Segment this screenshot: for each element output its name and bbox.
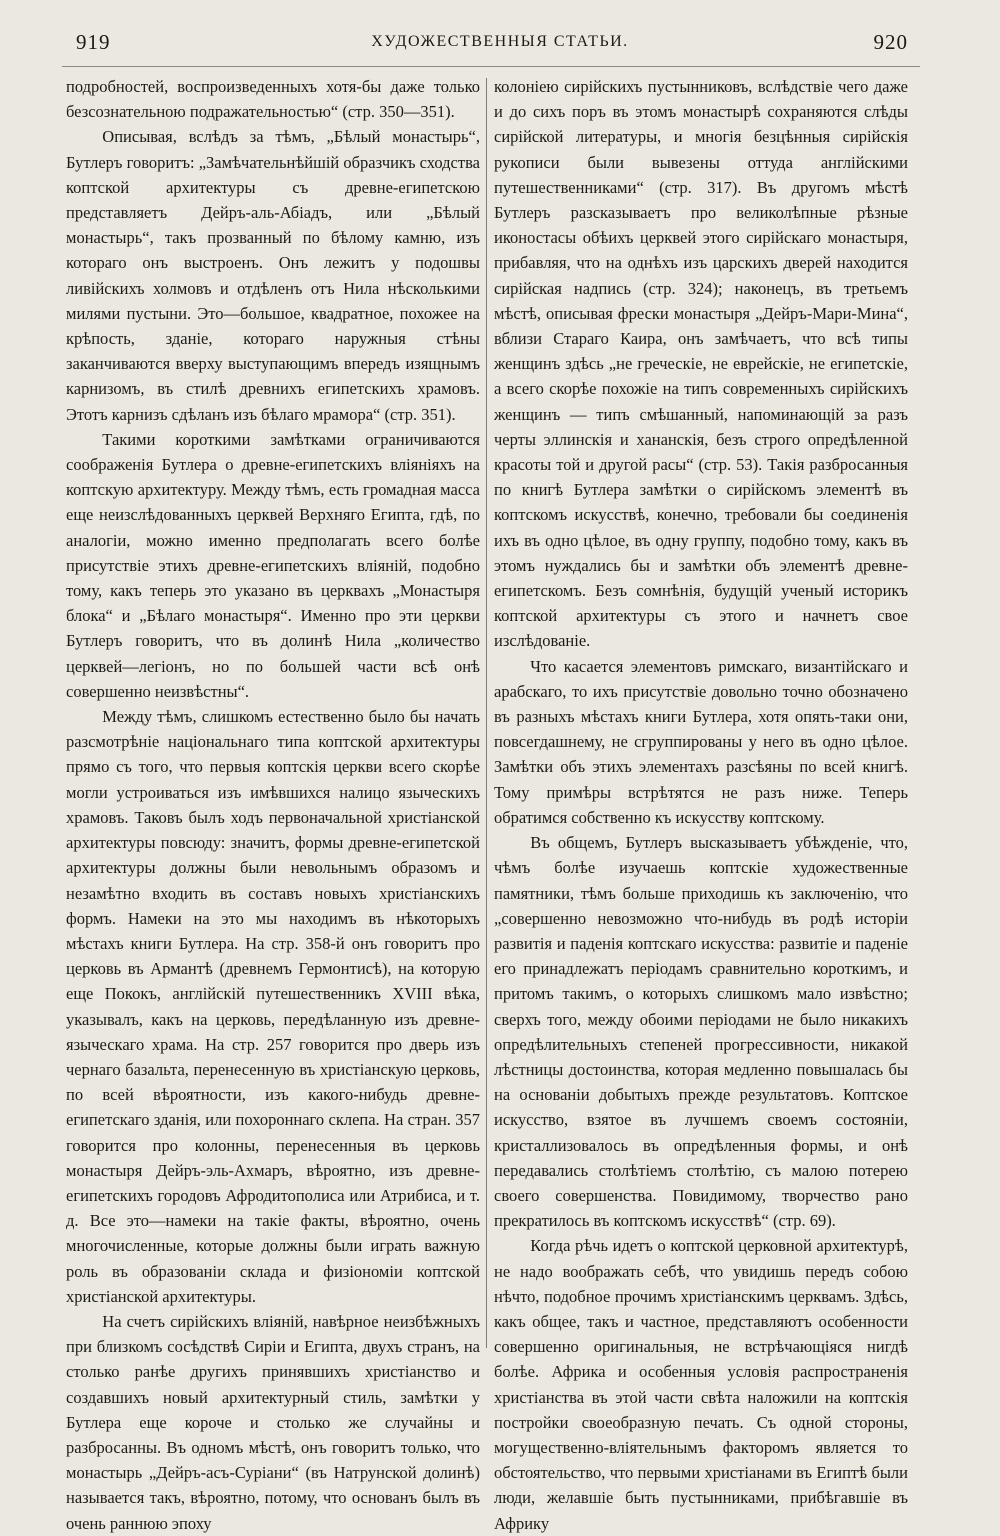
paragraph: Такими короткими замѣтками ограничиваются соображенія Бутлера о древне-египетскихъ вліяніяхъ на коптскую архитектуру. Между тѣмъ, есть громадная масса еще неизслѣдованныхъ церквей Верхняго Египта, гдѣ, по аналогіи, можно именно предполагать всего болѣе присутствіе этихъ древне-египетскихъ вліяній, подобно тому, какъ теперь это указано въ церквахъ „Монастыря блока“ и „Бѣлаго монастыря“. Именно про эти церкви Бутлеръ говоритъ, что въ долинѣ Нила „количество церквей—легіонъ, но по большей части всѣ онѣ совершенно неизвѣстны“.	[66, 429, 480, 701]
paragraph: Описывая, вслѣдъ за тѣмъ, „Бѣлый монастырь“, Бутлеръ говоритъ: „Замѣчательнѣйшій образчикъ сходства коптской архитектуры съ древне-египетскою представляетъ Дейръ-аль-Абіадъ, или „Бѣлый монастырь“, такъ прозванный по бѣлому камню, изъ котораго онъ выстроенъ. Онъ лежитъ у подошвы ливійскихъ холмовъ и отдѣленъ отъ Нила нѣсколькими милями пустыни. Это—большое, квадратное, похожее на крѣпость, зданіе, котораго наружныя стѣны заканчиваются вверху выступающимъ впередъ изящнымъ карнизомъ, въ стилѣ древнихъ египетскихъ храмовъ. Этотъ карнизъ сдѣланъ изъ бѣлаго мрамора“ (стр. 351).	[66, 127, 480, 424]
paragraph: Что касается элементовъ римскаго, византійскаго и арабскаго, то ихъ присутствіе довольно точно обозначено въ разныхъ мѣстахъ книги Бутлера, хотя опять-таки они, повсегдашнему, не сгруппированы у него въ одно цѣлое. Замѣтки объ этихъ элементахъ разсѣяны по всей книгѣ. Тому примѣры встрѣтятся не разъ ниже. Теперь обратимся собственно къ искусству коптскому.	[494, 656, 908, 827]
paragraph: Въ общемъ, Бутлеръ высказываетъ убѣжденіе, что, чѣмъ болѣе изучаешь коптскіе художественные памятники, тѣмъ больше приходишь къ заключенію, что „совершенно невозможно что-нибудь въ родѣ исторіи развитія и паденія коптскаго искусства: развитіе и паденіе его принадлежатъ періодамъ сравнительно короткимъ, и притомъ такимъ, о которыхъ слишкомъ мало извѣстно; сверхъ того, между обоими періодами не было никакихъ опредѣлительныхъ степеней прогрессивности, никакой лѣстницы достоинства, которая медленно повышалась бы на основаніи добытыхъ прежде результатовъ. Коптское искусство, взятое въ лучшемъ своемъ состояніи, кристаллизовалось въ опредѣленныя формы, и онѣ передавались столѣтіемъ столѣтію, съ малою потерею своего совершенства. Повидимому, творчество рано прекратилось въ коптскомъ искусствѣ“ (стр. 69).	[494, 833, 908, 1231]
paragraph: На счетъ сирійскихъ вліяній, навѣрное неизбѣжныхъ при близкомъ сосѣдствѣ Сиріи и Египта, двухъ странъ, на столько ранѣе другихъ принявшихъ христіанство и создавшихъ новый архитектурный стиль, замѣтки у Бутлера еще короче и столько же случайны и разбросанны. Въ одномъ мѣстѣ, онъ говоритъ только, что монастырь „Дейръ-асъ-Суріани“ (въ Натрунской долинѣ) называется такъ, вѣроятно, потому, что основанъ былъ въ очень раннюю эпоху	[66, 1311, 480, 1533]
paragraph: Между тѣмъ, слишкомъ естественно было бы начать разсмотрѣніе національнаго типа коптской архитектуры прямо съ того, что первыя коптскія церкви всего скорѣе могли устроиваться изъ имѣвшихся налицо языческихъ храмовъ. Таковъ былъ ходъ первоначальной христіанской архитектуры повсюду: значитъ, формы древне-египетской архитектуры должны были невольнымъ образомъ и незамѣтно входить въ составъ новыхъ христіанскихъ формъ. Намеки на это мы находимъ въ нѣкоторыхъ мѣстахъ книги Бутлера. На стр. 358-й онъ говоритъ про церковь въ Армантѣ (древнемъ Гермонтисѣ), на которую еще Пококъ, англійскій путешественникъ XVIII вѣка, указывалъ, какъ на церковь, передѣланную изъ древне-языческаго храма. На стр. 257 говорится про дверь изъ чернаго базальта, перенесенную въ христіанскую церковь, по всей вѣроятности, изъ какого-нибудь древне-египетскаго зданія, или похороннаго склепа. На стран. 357 говорится про колонны, перенесенныя въ церковь монастыря Дейръ-эль-Ахмаръ, вѣроятно, изъ древне-египетскихъ городовъ Афродитополиса или Атрибиса, и т. д. Все это—намеки на такіе факты, вѣроятно, очень многочисленные, которые должны были играть важную роль въ образованіи склада и физіономіи коптской христіанской архитектуры.	[66, 707, 480, 1306]
running-title: ХУДОЖЕСТВЕННЫЯ СТАТЬИ.	[371, 33, 629, 50]
paragraph: колоніею сирійскихъ пустынниковъ, вслѣдствіе чего даже и до сихъ поръ въ этомъ монастырѣ сохраняются слѣды сирійской литературы, и многія безцѣнныя сирійскія рукописи были вывезены оттуда англійскими путешественниками“ (стр. 317). Въ другомъ мѣстѣ Бутлеръ разсказываетъ про великолѣпные рѣзные иконостасы обѣихъ церквей этого сирійскаго монастыря, прибавляя, что на однѣхъ изъ царскихъ дверей находится сирійская надпись (стр. 324); наконецъ, въ третьемъ мѣстѣ, описывая фрески монастыря „Дейръ-Мари-Мина“, вблизи Стараго Каира, онъ замѣчаетъ, что всѣ типы женщинъ здѣсь „не греческіе, не еврейскіе, не египетскіе, а всего скорѣе похожіе на типъ современныхъ сирійскихъ женщинъ — типъ смѣшанный, напоминающій за разъ черты эллинскія и хананскія, безъ строго опредѣленной красоты той и другой расы“ (стр. 53). Такія разбросанныя по книгѣ Бутлера замѣтки о сирійскомъ элементѣ въ коптскомъ искусствѣ, конечно, требовали бы соединенія ихъ въ одно цѣлое, въ одну группу, подобно тому, какъ въ этомъ нуждались бы и замѣтки объ элементѣ древне-египетскомъ. Безъ сомнѣнія, будущій ученый историкъ коптской архитектуры съ этого и начнетъ свое изслѣдованіе.	[494, 77, 908, 651]
page-number-right: 920	[873, 30, 908, 54]
right-column	[494, 74, 908, 1536]
column-divider	[486, 78, 487, 1348]
page-number-left: 919	[76, 30, 111, 54]
paragraph: Когда рѣчь идетъ о коптской церковной архитектурѣ, не надо воображать себѣ, что увидишь передъ собою нѣчто, подобное прочимъ христіанскимъ церквамъ. Здѣсь, какъ общее, такъ и частное, представляютъ особенности совершенно оригинальныя, не встрѣчающіяся нигдѣ болѣе. Африка и особенныя условія распространенія христіанства въ этой части свѣта наложили на коптскія постройки своеобразную печать. Съ одной стороны, могущественно-вліятельнымъ факторомъ является то обстоятельство, что первыми христіанами въ Египтѣ были люди, желавшіе быть пустынниками, прибѣгавшіе въ Африку	[494, 1236, 908, 1533]
left-column	[66, 74, 480, 1536]
header-rule	[62, 66, 920, 67]
paragraph: подробностей, воспроизведенныхъ хотя-бы даже только безсознательною подражательностью“ (стр. 350—351).	[66, 77, 480, 122]
